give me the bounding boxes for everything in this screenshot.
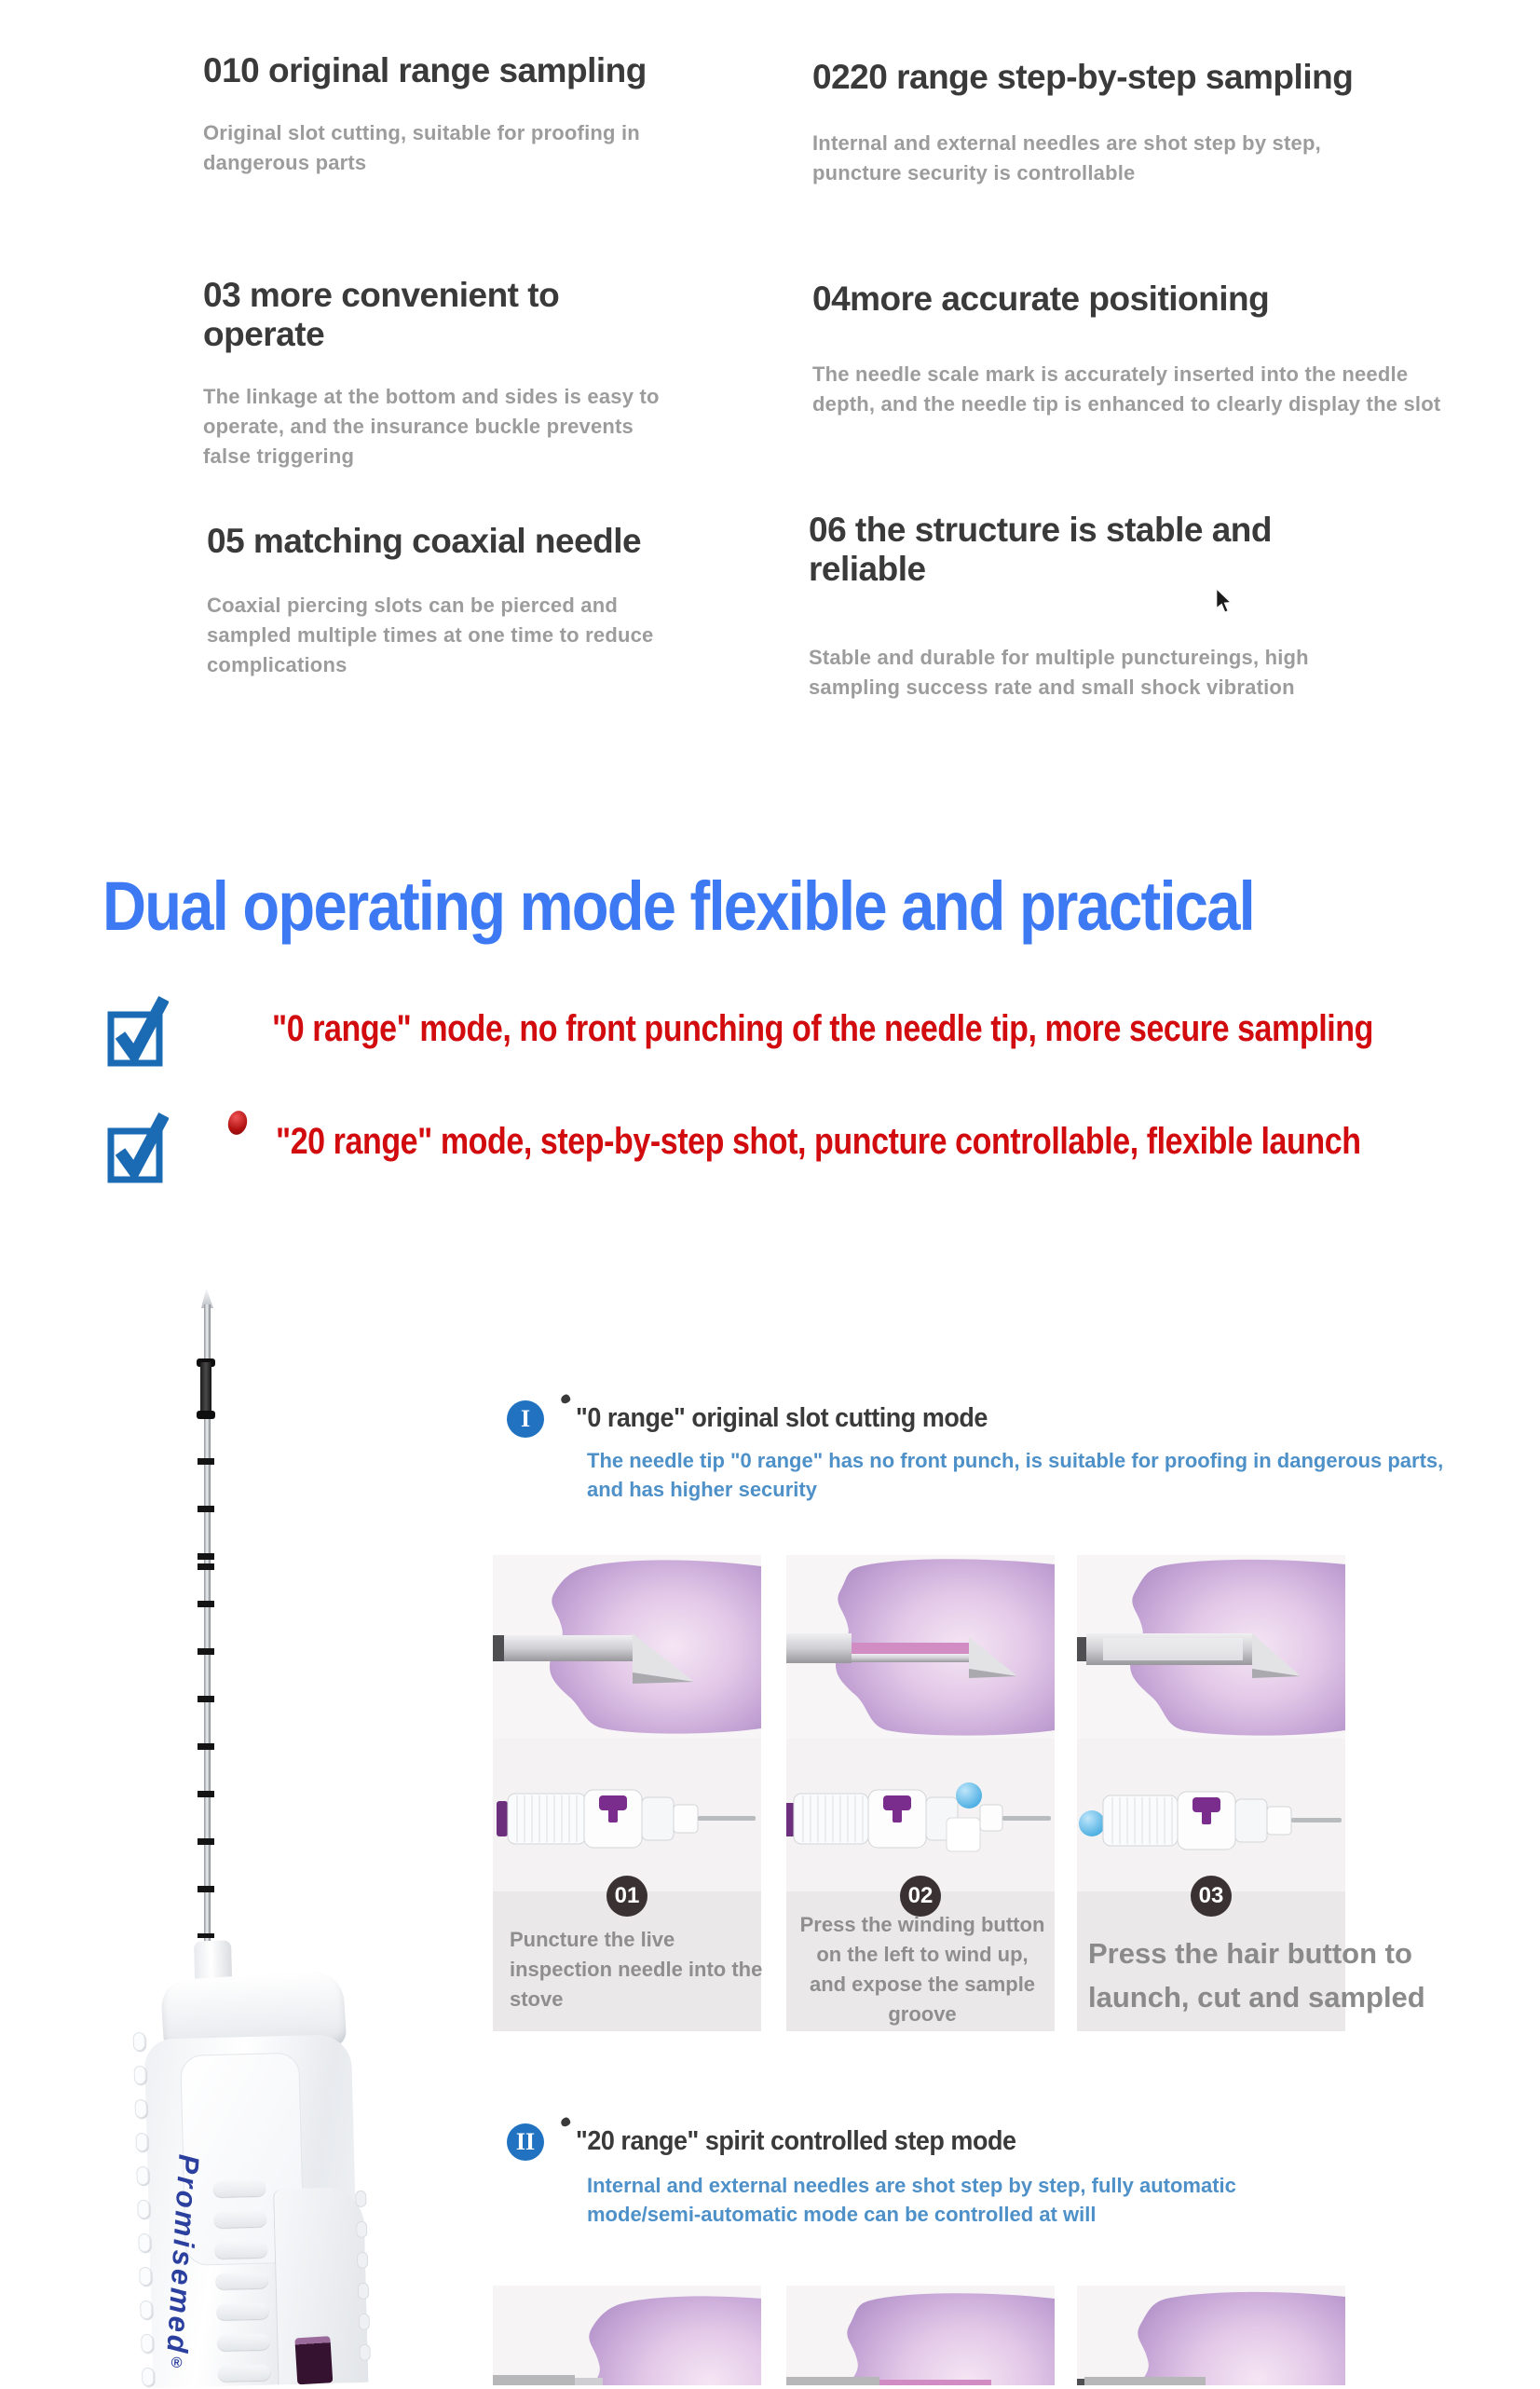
sample-window (294, 2336, 333, 2384)
tissue-illustration (493, 2286, 761, 2385)
grip-rib (357, 2252, 368, 2269)
grip-rib (359, 2344, 370, 2361)
grip-bar (216, 2303, 268, 2320)
mode1-steps (493, 1555, 1425, 2031)
feature-desc: Internal and external needles are shot step by step, puncture security is controllable (812, 131, 1321, 184)
feature-desc: Original slot cutting, suitable for proofing in dangerous parts (203, 121, 640, 174)
mouse-cursor-icon (1216, 589, 1233, 613)
mode2-steps-partial (493, 2286, 1345, 2385)
needle-dark-segment (200, 1362, 211, 1414)
step-panel (786, 1555, 1055, 2031)
mode-title: "20 range" spirit controlled step mode (576, 2126, 1016, 2156)
hero-title: Dual operating mode flexible and practical (102, 867, 1255, 945)
speck-artifact (560, 2116, 572, 2127)
hero-bullet-1 (105, 990, 169, 1075)
step-panel (493, 1555, 761, 2031)
grip-rib (135, 2133, 148, 2151)
grip-rib (358, 2283, 369, 2300)
feature-block (203, 51, 688, 178)
grip-rib (133, 2066, 146, 2084)
feature-title: 0220 range step-by-step sampling (812, 58, 1354, 96)
bullet-text: "0 range" mode, no front punching of the needle tip, more secure sampling (272, 1008, 1373, 1049)
mode-subtitle: The needle tip "0 range" has no front punch, is suitable for proofing in dangerous parts, and has higher security (587, 1449, 1444, 1502)
step-number-badge: 03 (1191, 1876, 1232, 1917)
red-dot (225, 1109, 250, 1137)
feature-title: 010 original range sampling (203, 51, 647, 89)
needle-scale-marks (198, 1458, 214, 1938)
tissue-illustration (1077, 1555, 1345, 1739)
feature-block (809, 511, 1349, 703)
needle-mark (198, 1563, 214, 1570)
device-schematic-illustration (493, 1769, 761, 1868)
step-number-badge: 02 (900, 1876, 941, 1917)
feature-desc: The needle scale mark is accurately inserted into the needle depth, and the needle tip is enhanced to clearly display the slot (812, 362, 1441, 416)
step-caption: Press the winding button on the left to wind up, and expose the sample groove (799, 1913, 1045, 2026)
mode-subtitle: Internal and external needles are shot step by step, fully automatic mode/semi-automatic mode can be controlled at will (587, 2174, 1236, 2227)
grip-rib (142, 2368, 155, 2386)
grip-rib (138, 2233, 151, 2252)
grip-rib (134, 2099, 147, 2118)
grip-bar (214, 2242, 266, 2259)
tissue-illustration (1077, 2286, 1345, 2385)
mode-title-wrap (576, 2126, 1049, 2157)
step-caption: Press the hair button to launch, cut and sampled (1088, 1937, 1425, 2014)
tissue-illustration (493, 1555, 761, 1739)
grip-rib (140, 2300, 153, 2319)
feature-block (203, 276, 669, 471)
grip-rib (136, 2166, 149, 2185)
step-panel (493, 2286, 761, 2385)
registered-mark: ® (168, 2355, 185, 2375)
step-caption: Puncture the live inspection needle into the stove (510, 1928, 763, 2011)
mode-title: "0 range" original slot cutting mode (576, 1403, 988, 1433)
grip-bar (213, 2180, 266, 2197)
device-schematic-illustration (1077, 1769, 1345, 1868)
grip-bar (218, 2365, 270, 2382)
feature-block (207, 522, 677, 680)
grip-bar (214, 2211, 266, 2228)
biopsy-device-body (129, 1937, 378, 2389)
step-panel (786, 2286, 1055, 2385)
grip-rib (141, 2334, 154, 2353)
speck-artifact (560, 1393, 572, 1404)
brand-name: Promisemed (160, 2153, 206, 2356)
feature-desc: The linkage at the bottom and sides is easy to operate, and the insurance buckle prevents false triggering (203, 385, 660, 468)
tissue-illustration (786, 1555, 1055, 1739)
feature-block (812, 280, 1465, 419)
grip-rib (137, 2200, 150, 2218)
step-number-badge: 01 (606, 1876, 647, 1917)
hero-bullet-2 (105, 1107, 169, 1192)
step-panel (1077, 1555, 1425, 2031)
device-schematic-illustration (786, 1769, 1055, 1868)
grip-bar (217, 2334, 269, 2351)
mode-title-wrap (576, 1403, 1018, 1434)
feature-block (812, 58, 1381, 188)
grip-rib (133, 2032, 146, 2051)
tissue-illustration (786, 2286, 1055, 2385)
grip-rib (356, 2221, 367, 2238)
feature-desc: Stable and durable for multiple punctureings, high sampling success rate and small shock vibration (809, 646, 1309, 699)
roman-numeral-badge: II (507, 2123, 544, 2161)
grip-rib (359, 2314, 370, 2330)
grip-bar (215, 2273, 267, 2289)
feature-title: 03 more convenient to operate (203, 276, 560, 353)
step-panel (1077, 2286, 1345, 2385)
bullet-text: "20 range" mode, step-by-step shot, puncture controllable, flexible launch (276, 1121, 1361, 1162)
needle-mark (197, 1411, 215, 1419)
roman-numeral-badge: I (507, 1400, 544, 1438)
feature-title: 05 matching coaxial needle (207, 522, 642, 560)
checked-checkbox-icon (105, 990, 169, 1071)
checked-checkbox-icon (105, 1107, 169, 1187)
feature-title: 04more accurate positioning (812, 280, 1270, 318)
feature-title: 06 the structure is stable and reliable (809, 511, 1273, 588)
feature-desc: Coaxial piercing slots can be pierced and sampled multiple times at one time to reduce complications (207, 594, 654, 676)
grip-rib (139, 2267, 152, 2286)
grip-rib (355, 2191, 366, 2207)
